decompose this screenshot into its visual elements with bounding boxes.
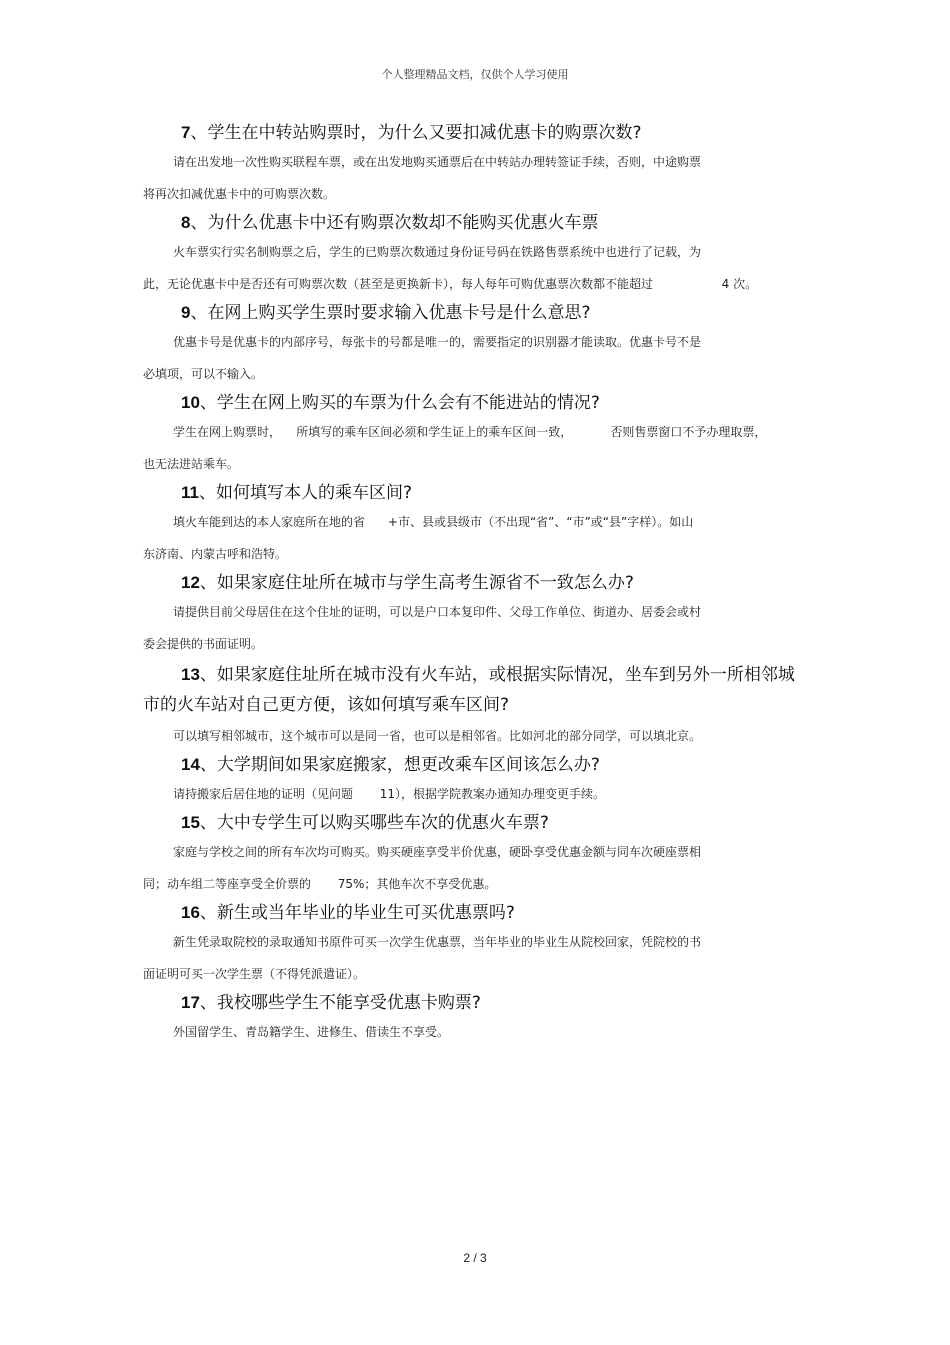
faq-item-12 — [143, 570, 803, 660]
faq-item-17 — [143, 990, 803, 1048]
answer-text: 请持搬家后居住地的证明（见问题 11），根据学院教案办通知办理变更手续。 — [173, 787, 605, 801]
question-heading: 7、学生在中转站购票时，为什么又要扣减优惠卡的购票次数? — [181, 123, 642, 143]
answer-text: 火车票实行实名制购票之后，学生的已购票次数通过身份证号码在铁路售票系统中也进行了记载，为 此，无论优惠卡中是否还有可购票次数（甚至是更换新卡），每人每年可购优惠票次数都不能超过 4 次。 — [143, 245, 758, 291]
question-heading: 9、在网上购买学生票时要求输入优惠卡号是什么意思? — [181, 303, 591, 323]
answer-text: 请在出发地一次性购买联程车票，或在出发地购买通票后在中转站办理转签证手续，否则，中途购票 将再次扣减优惠卡中的可购票次数。 — [143, 155, 702, 201]
answer-text: 家庭与学校之间的所有车次均可购买。购买硬座享受半价优惠，硬卧享受优惠金额与同车次硬座票相 同；动车组二等座享受全价票的 75%；其他车次不享受优惠。 — [143, 845, 702, 891]
faq-item-13 — [143, 660, 803, 752]
faq-item-14 — [143, 752, 803, 810]
question-heading: 10、学生在网上购买的车票为什么会有不能进站的情况? — [181, 393, 600, 413]
question-heading: 8、为什么优惠卡中还有购票次数却不能购买优惠火车票 — [181, 213, 599, 233]
faq-item-7 — [143, 120, 803, 210]
question-heading: 14、大学期间如果家庭搬家，想更改乘车区间该怎么办? — [181, 755, 600, 775]
faq-item-8 — [143, 210, 803, 300]
answer-text: 优惠卡号是优惠卡的内部序号，每张卡的号都是唯一的，需要指定的识别器才能读取。优惠卡号不是 必填项，可以不输入。 — [143, 335, 702, 381]
answer-text: 请提供目前父母居住在这个住址的证明，可以是户口本复印件、父母工作单位、街道办、居委会或村 委会提供的书面证明。 — [143, 605, 702, 651]
answer-text: 可以填写相邻城市，这个城市可以是同一省，也可以是相邻省。比如河北的部分同学，可以填北京。 — [173, 729, 702, 743]
document-body — [143, 120, 803, 1048]
question-heading: 16、新生或当年毕业的毕业生可买优惠票吗? — [181, 903, 515, 923]
question-heading: 17、我校哪些学生不能享受优惠卡购票? — [181, 993, 481, 1013]
faq-item-10 — [143, 390, 803, 480]
question-heading: 11、如何填写本人的乘车区间? — [181, 483, 413, 503]
page-header: 个人整理精品文档，仅供个人学习使用 — [381, 68, 569, 81]
answer-text: 新生凭录取院校的录取通知书原件可买一次学生优惠票，当年毕业的毕业生从院校回家，凭院校的书 面证明可买一次学生票（不得凭派遣证）。 — [143, 935, 702, 981]
faq-item-16 — [143, 900, 803, 990]
faq-item-11 — [143, 480, 803, 570]
question-heading: 12、如果家庭住址所在城市与学生高考生源省不一致怎么办? — [181, 573, 634, 593]
faq-item-9 — [143, 300, 803, 390]
question-heading: 13、如果家庭住址所在城市没有火车站，或根据实际情况，坐车到另外一所相邻城市的火车站对自己更方便，该如何填写乘车区间? — [143, 665, 795, 715]
answer-text: 外国留学生、青岛籍学生、进修生、借读生不享受。 — [173, 1025, 450, 1039]
page-number: 2 / 3 — [463, 1251, 487, 1265]
answer-text: 学生在网上购票时， 所填写的乘车区间必须和学生证上的乘车区间一致， 否则售票窗口不予办理取票， 也无法进站乘车。 — [143, 425, 767, 471]
answer-text: 填火车能到达的本人家庭所在地的省 +市、县或县级市（不出现“省”、“市”或“县”字样）。如山 东济南、内蒙古呼和浩特。 — [143, 515, 694, 561]
question-heading: 15、大中专学生可以购买哪些车次的优惠火车票? — [181, 813, 549, 833]
faq-item-15 — [143, 810, 803, 900]
